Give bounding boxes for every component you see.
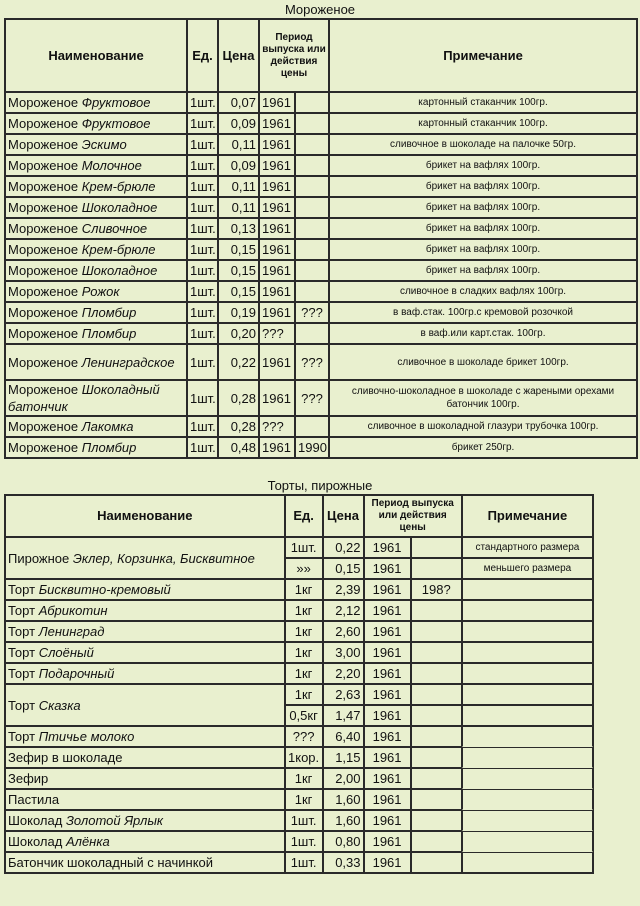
price-cell: 6,40 <box>323 726 364 747</box>
period-from-cell: 1961 <box>259 239 295 260</box>
item-prefix: Мороженое <box>8 200 79 215</box>
period-from-cell: 1961 <box>259 302 295 323</box>
unit-cell: 1шт. <box>187 323 218 344</box>
table-row <box>5 437 637 458</box>
item-prefix: Мороженое <box>8 440 79 455</box>
price-cell: 0,15 <box>218 260 259 281</box>
unit-cell: 1шт. <box>187 380 218 416</box>
note-cell <box>462 789 593 810</box>
note-cell: картонный стаканчик 100гр. <box>329 92 637 113</box>
item-name-cell <box>5 113 187 134</box>
note-cell: брикет на вафлях 100гр. <box>329 155 637 176</box>
period-to-cell <box>411 747 462 768</box>
note-cell <box>462 579 593 600</box>
unit-cell: 1шт. <box>187 197 218 218</box>
price-cell: 3,00 <box>323 642 364 663</box>
unit-cell: 1шт. <box>187 260 218 281</box>
col-header-name: Наименование <box>5 495 285 537</box>
period-from-cell: 1961 <box>259 134 295 155</box>
item-prefix: Торт <box>8 697 36 713</box>
price-cell: 1,47 <box>323 705 364 726</box>
table-row <box>5 155 637 176</box>
unit-cell: 1шт. <box>187 239 218 260</box>
item-name-cell <box>5 176 187 197</box>
period-from-cell: ??? <box>259 323 295 344</box>
price-cell: 0,09 <box>218 113 259 134</box>
item-name-cell <box>5 239 187 260</box>
period-to-cell: 1990 <box>295 437 329 458</box>
price-cell: 0,28 <box>218 416 259 437</box>
item-name-cell <box>5 218 187 239</box>
period-to-cell <box>411 684 462 705</box>
item-name-cell <box>5 380 187 416</box>
table-row <box>5 810 593 831</box>
unit-cell: 1шт. <box>187 113 218 134</box>
item-name-cell <box>5 134 187 155</box>
unit-cell: 1шт. <box>187 155 218 176</box>
price-cell: 0,22 <box>323 537 364 558</box>
period-from-cell: 1961 <box>364 831 411 852</box>
item-prefix: Мороженое <box>8 179 79 194</box>
note-cell: в ваф.стак. 100гр.с кремовой розочкой <box>329 302 637 323</box>
period-to-cell <box>411 663 462 684</box>
period-from-cell: 1961 <box>259 260 295 281</box>
item-prefix: Мороженое <box>8 326 79 341</box>
item-name: Золотой Ярлык <box>65 813 164 828</box>
period-to-cell <box>295 134 329 155</box>
note-cell: брикет на вафлях 100гр. <box>329 176 637 197</box>
price-cell: 0,19 <box>218 302 259 323</box>
item-name-cell <box>5 344 187 380</box>
col-header-unit: Ед. <box>187 19 218 92</box>
cakes-title: Торты, пирожные <box>267 478 373 493</box>
item-prefix: Торт <box>8 666 36 681</box>
price-cell: 0,28 <box>218 380 259 416</box>
note-cell: брикет на вафлях 100гр. <box>329 218 637 239</box>
item-name-cell <box>5 663 285 684</box>
unit-cell: »» <box>285 558 323 579</box>
icecream-title: Мороженое <box>284 2 356 17</box>
col-header-unit: Ед. <box>285 495 323 537</box>
period-to-cell <box>411 558 462 579</box>
item-name-cell <box>5 831 285 852</box>
item-name: Крем-брюле <box>81 179 156 194</box>
note-cell <box>462 705 593 726</box>
item-prefix: Шоколад <box>8 813 63 828</box>
item-name: Слоёный <box>38 645 94 660</box>
period-from-cell: 1961 <box>259 380 295 416</box>
note-cell <box>462 747 593 768</box>
period-to-cell: ??? <box>295 302 329 323</box>
item-prefix: Зефир в шоколаде <box>8 750 123 765</box>
item-prefix: Мороженое <box>8 284 79 299</box>
unit-cell: 1шт. <box>285 537 323 558</box>
item-prefix: Мороженое <box>8 263 79 278</box>
price-cell: 0,80 <box>323 831 364 852</box>
period-to-cell <box>411 621 462 642</box>
item-name-cell <box>5 600 285 621</box>
note-cell: брикет на вафлях 100гр. <box>329 260 637 281</box>
period-to-cell <box>411 537 462 558</box>
period-to-cell <box>295 218 329 239</box>
unit-cell: 1шт. <box>187 281 218 302</box>
unit-cell: 1кг <box>285 642 323 663</box>
period-from-cell: 1961 <box>364 600 411 621</box>
unit-cell: 1кг <box>285 768 323 789</box>
period-to-cell <box>411 852 462 873</box>
item-prefix: Шоколад <box>8 834 63 849</box>
table-row <box>5 768 593 789</box>
price-cell: 0,11 <box>218 134 259 155</box>
note-cell: брикет на вафлях 100гр. <box>329 197 637 218</box>
item-name-cell <box>5 684 285 726</box>
table-row <box>5 344 637 380</box>
item-name: Шоколадное <box>81 263 158 278</box>
period-to-cell <box>411 600 462 621</box>
period-to-cell <box>295 260 329 281</box>
period-from-cell: 1961 <box>259 344 295 380</box>
col-header-price: Цена <box>323 495 364 537</box>
price-cell: 0,20 <box>218 323 259 344</box>
note-cell: сливочное в шоколаде на палочке 50гр. <box>329 134 637 155</box>
item-name: Рожок <box>81 284 120 299</box>
item-name: Пломбир <box>81 440 137 455</box>
item-name: Молочное <box>81 158 142 173</box>
table-row <box>5 302 637 323</box>
item-prefix: Мороженое <box>8 382 79 397</box>
price-cell: 2,39 <box>323 579 364 600</box>
table-row <box>5 831 593 852</box>
period-from-cell: 1961 <box>259 437 295 458</box>
unit-cell: 1шт. <box>187 218 218 239</box>
price-cell: 2,63 <box>323 684 364 705</box>
note-cell <box>462 663 593 684</box>
price-cell: 0,09 <box>218 155 259 176</box>
item-prefix: Торт <box>8 624 36 639</box>
table-row <box>5 684 593 705</box>
item-prefix: Мороженое <box>8 242 79 257</box>
price-cell: 1,15 <box>323 747 364 768</box>
item-name-cell <box>5 155 187 176</box>
period-to-cell <box>295 92 329 113</box>
period-from-cell: 1961 <box>259 92 295 113</box>
item-name-cell <box>5 579 285 600</box>
table-row <box>5 416 637 437</box>
note-cell <box>462 642 593 663</box>
unit-cell: 1шт. <box>187 134 218 155</box>
item-prefix: Пастила <box>8 792 60 807</box>
unit-cell: 1кг <box>285 663 323 684</box>
period-to-cell: 198? <box>411 579 462 600</box>
table-row <box>5 600 593 621</box>
period-to-cell <box>295 113 329 134</box>
table-row <box>5 852 593 873</box>
item-name-cell <box>5 197 187 218</box>
price-cell: 1,60 <box>323 789 364 810</box>
item-prefix: Торт <box>8 729 36 744</box>
note-cell: сливочное в шоколаде брикет 100гр. <box>329 344 637 380</box>
period-from-cell: 1961 <box>259 113 295 134</box>
item-name-cell <box>5 621 285 642</box>
period-to-cell <box>411 810 462 831</box>
period-to-cell <box>411 768 462 789</box>
table-row <box>5 239 637 260</box>
item-prefix: Мороженое <box>8 95 79 110</box>
period-to-cell: ??? <box>295 380 329 416</box>
period-from-cell: 1961 <box>364 747 411 768</box>
period-from-cell: 1961 <box>259 197 295 218</box>
period-from-cell: 1961 <box>364 579 411 600</box>
unit-cell: 1кг <box>285 600 323 621</box>
price-cell: 2,12 <box>323 600 364 621</box>
item-name-cell <box>5 437 187 458</box>
price-cell: 1,60 <box>323 810 364 831</box>
item-name: Лакомка <box>81 419 134 434</box>
item-name: Ленинградское <box>81 354 175 370</box>
note-cell <box>462 768 593 789</box>
price-cell: 0,33 <box>323 852 364 873</box>
price-cell: 2,60 <box>323 621 364 642</box>
note-cell <box>462 726 593 747</box>
unit-cell: 1кг <box>285 684 323 705</box>
unit-cell: 1кг <box>285 621 323 642</box>
item-name-cell <box>5 747 285 768</box>
period-to-cell <box>295 281 329 302</box>
item-name-cell <box>5 852 285 873</box>
item-name-cell <box>5 281 187 302</box>
item-prefix: Батончик шоколадный с начинкой <box>8 855 214 870</box>
note-cell <box>462 810 593 831</box>
note-cell: брикет 250гр. <box>329 437 637 458</box>
item-prefix: Мороженое <box>8 116 79 131</box>
unit-cell: 1шт. <box>187 176 218 197</box>
unit-cell: 1шт. <box>187 437 218 458</box>
item-name: Эклер, Корзинка, Бисквитное <box>72 550 255 566</box>
note-cell <box>462 621 593 642</box>
item-name: Эскимо <box>81 137 127 152</box>
period-from-cell: 1961 <box>364 810 411 831</box>
unit-cell: 1шт. <box>187 344 218 380</box>
item-name-cell <box>5 323 187 344</box>
price-cell: 0,13 <box>218 218 259 239</box>
unit-cell: 0,5кг <box>285 705 323 726</box>
unit-cell: 1шт. <box>285 831 323 852</box>
period-from-cell: 1961 <box>364 558 411 579</box>
price-cell: 0,11 <box>218 197 259 218</box>
table-row <box>5 642 593 663</box>
item-name: Шоколадный батончик <box>8 382 160 414</box>
table-row <box>5 92 637 113</box>
table-row <box>5 134 637 155</box>
period-from-cell: 1961 <box>259 281 295 302</box>
period-from-cell: 1961 <box>364 789 411 810</box>
item-name: Сказка <box>38 697 81 713</box>
table-row <box>5 176 637 197</box>
period-from-cell: 1961 <box>364 684 411 705</box>
note-cell <box>462 684 593 705</box>
price-cell: 0,11 <box>218 176 259 197</box>
item-prefix: Торт <box>8 603 36 618</box>
table-row <box>5 621 593 642</box>
period-to-cell <box>295 197 329 218</box>
unit-cell: 1шт. <box>285 810 323 831</box>
note-cell: сливочное в сладких вафлях 100гр. <box>329 281 637 302</box>
item-name: Птичье молоко <box>38 729 135 744</box>
item-name-cell <box>5 260 187 281</box>
table-row <box>5 537 593 558</box>
table-row <box>5 218 637 239</box>
item-name: Абрикотин <box>38 603 108 618</box>
period-to-cell: ??? <box>295 344 329 380</box>
period-from-cell: 1961 <box>364 768 411 789</box>
price-cell: 0,15 <box>218 281 259 302</box>
unit-cell: 1кг <box>285 789 323 810</box>
price-cell: 0,22 <box>218 344 259 380</box>
unit-cell: 1шт. <box>285 852 323 873</box>
table-row <box>5 197 637 218</box>
price-cell: 0,07 <box>218 92 259 113</box>
note-cell: стандартного размера <box>462 537 593 558</box>
icecream-table <box>4 18 638 459</box>
note-cell: в ваф.или карт.стак. 100гр. <box>329 323 637 344</box>
note-cell <box>462 600 593 621</box>
item-name: Фруктовое <box>81 116 151 131</box>
unit-cell: 1шт. <box>187 302 218 323</box>
note-cell: сливочно-шоколадное в шоколаде с жареными орехами батончик 100гр. <box>329 380 637 416</box>
item-name-cell <box>5 768 285 789</box>
item-name-cell <box>5 810 285 831</box>
item-prefix: Торт <box>8 582 36 597</box>
unit-cell: ??? <box>285 726 323 747</box>
col-header-note: Примечание <box>462 495 593 537</box>
item-prefix: Мороженое <box>8 305 79 320</box>
item-prefix: Торт <box>8 645 36 660</box>
item-name: Пломбир <box>81 305 137 320</box>
period-to-cell <box>411 789 462 810</box>
period-from-cell: 1961 <box>259 218 295 239</box>
item-name: Бисквитно-кремовый <box>38 582 171 597</box>
price-cell: 2,00 <box>323 768 364 789</box>
note-cell: брикет на вафлях 100гр. <box>329 239 637 260</box>
period-from-cell: 1961 <box>364 537 411 558</box>
item-name: Алёнка <box>65 834 110 849</box>
period-to-cell <box>295 239 329 260</box>
table-row <box>5 726 593 747</box>
note-cell <box>462 831 593 852</box>
table-row <box>5 579 593 600</box>
period-from-cell: 1961 <box>364 726 411 747</box>
item-name: Ленинград <box>38 624 105 639</box>
table-row <box>5 260 637 281</box>
unit-cell: 1кор. <box>285 747 323 768</box>
period-to-cell <box>411 642 462 663</box>
item-prefix: Пирожное <box>8 550 70 566</box>
unit-cell: 1шт. <box>187 92 218 113</box>
table-row <box>5 113 637 134</box>
period-from-cell: 1961 <box>364 852 411 873</box>
period-to-cell <box>295 416 329 437</box>
period-from-cell: 1961 <box>259 176 295 197</box>
period-from-cell: 1961 <box>364 621 411 642</box>
table-row <box>5 663 593 684</box>
item-name-cell <box>5 92 187 113</box>
item-name-cell <box>5 537 285 579</box>
period-from-cell: 1961 <box>259 155 295 176</box>
item-name-cell <box>5 642 285 663</box>
item-prefix: Мороженое <box>8 419 79 434</box>
price-cell: 0,15 <box>323 558 364 579</box>
period-from-cell: 1961 <box>364 663 411 684</box>
unit-cell: 1кг <box>285 579 323 600</box>
item-name: Шоколадное <box>81 200 158 215</box>
unit-cell: 1шт. <box>187 416 218 437</box>
period-from-cell: 1961 <box>364 705 411 726</box>
price-cell: 2,20 <box>323 663 364 684</box>
item-name-cell <box>5 416 187 437</box>
item-name: Подарочный <box>38 666 115 681</box>
price-cell: 0,15 <box>218 239 259 260</box>
note-cell: картонный стаканчик 100гр. <box>329 113 637 134</box>
period-to-cell <box>295 176 329 197</box>
table-row <box>5 789 593 810</box>
period-to-cell <box>411 831 462 852</box>
item-name-cell <box>5 789 285 810</box>
cakes-table <box>4 494 594 874</box>
item-prefix: Мороженое <box>8 354 79 370</box>
table-row <box>5 747 593 768</box>
period-from-cell: 1961 <box>364 642 411 663</box>
table-row <box>5 323 637 344</box>
note-cell: меньшего размера <box>462 558 593 579</box>
period-to-cell <box>411 705 462 726</box>
col-header-period: Период выпуска или действия цены <box>259 19 329 92</box>
item-name: Пломбир <box>81 326 137 341</box>
item-name-cell <box>5 302 187 323</box>
table-row <box>5 281 637 302</box>
price-cell: 0,48 <box>218 437 259 458</box>
table-row <box>5 380 637 416</box>
item-prefix: Мороженое <box>8 221 79 236</box>
item-prefix: Мороженое <box>8 137 79 152</box>
period-to-cell <box>295 323 329 344</box>
period-to-cell <box>295 155 329 176</box>
col-header-note: Примечание <box>329 19 637 92</box>
item-name-cell <box>5 726 285 747</box>
item-prefix: Мороженое <box>8 158 79 173</box>
period-from-cell: ??? <box>259 416 295 437</box>
col-header-price: Цена <box>218 19 259 92</box>
col-header-period: Период выпуска или действия цены <box>364 495 462 537</box>
note-cell: сливочное в шоколадной глазури трубочка 100гр. <box>329 416 637 437</box>
period-to-cell <box>411 726 462 747</box>
note-cell <box>462 852 593 873</box>
item-name: Сливочное <box>81 221 148 236</box>
item-name: Фруктовое <box>81 95 151 110</box>
item-name: Крем-брюле <box>81 242 156 257</box>
col-header-name: Наименование <box>5 19 187 92</box>
item-prefix: Зефир <box>8 771 49 786</box>
